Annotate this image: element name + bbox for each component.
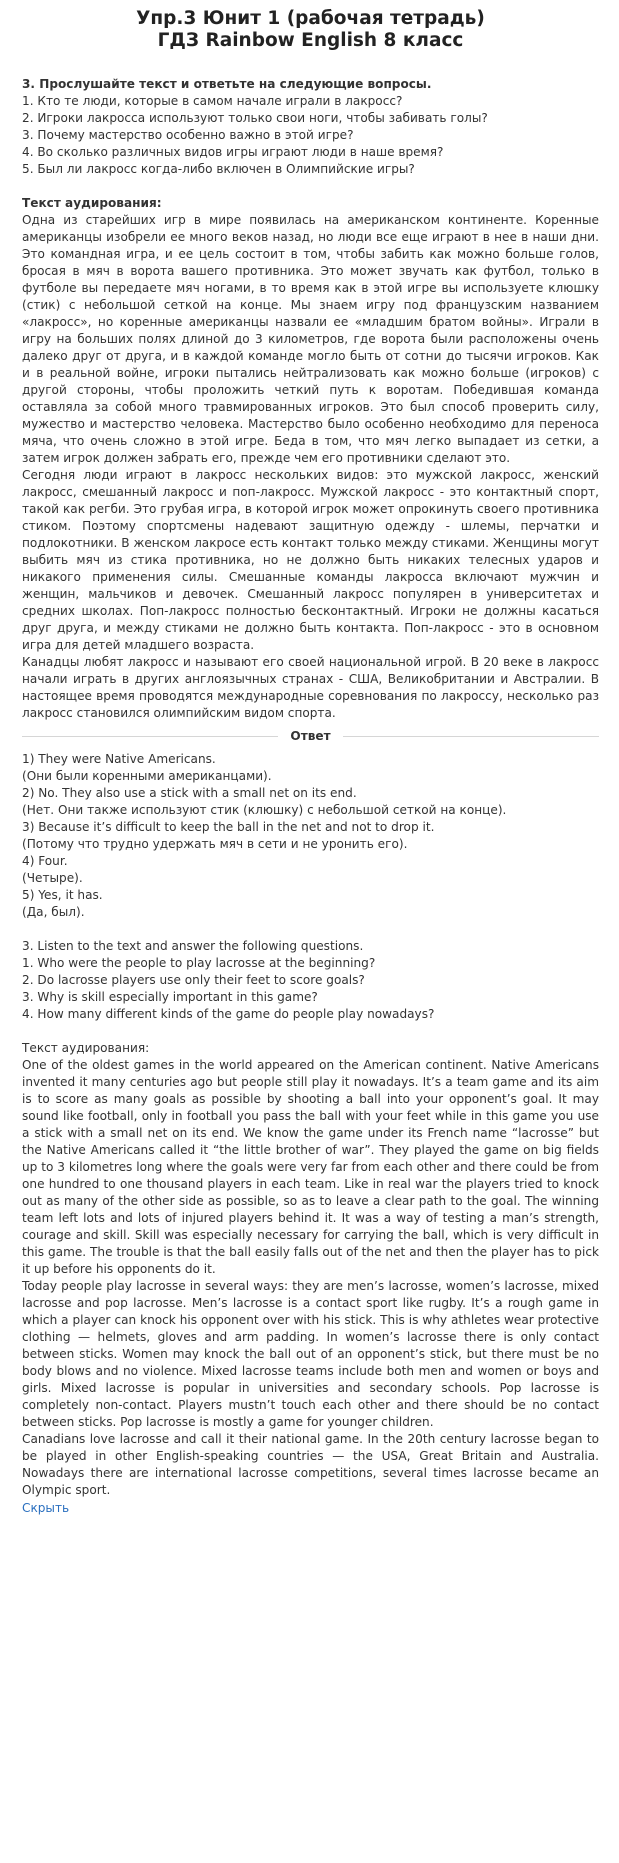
spacer — [22, 921, 599, 938]
answer-line: (Нет. Они также используют стик (клюшку) с небольшой сеткой на конце). — [22, 803, 507, 817]
answer-divider — [22, 728, 599, 745]
listening-en-paragraph: Canadians love lacrosse and call it their national game. In the 20th century lacrosse began to be played in other English-speaking countries — the USA, Great Britain and Australia. Nowadays there are international lacrosse competitions, several times lacrosse became an Olympic sport. — [22, 1432, 599, 1497]
task-heading-en: 3. Listen to the text and answer the following questions. — [22, 939, 364, 953]
answer-line: 2) No. They also use a stick with a small net on its end. — [22, 786, 357, 800]
page-title — [22, 8, 599, 52]
listening-heading-en: Текст аудирования: — [22, 1041, 150, 1055]
listening-en-paragraph: One of the oldest games in the world appeared on the American continent. Native Americans invented it many centuries ago but people still play it nowadays. It’s a team game and its aim is to score as many goals as possible by shooting a ball into your opponent’s goal. It may sound like football, only in football you pass the ball with your feet while in this game you use a stick with a small net on its end. We know the game under its French name “lacrosse” but the Native Americans called it “the little brother of war”. They played the game on big fields up to 3 kilometres long where the goals were very far from each other and there could be from one hundred to one thousand players in each team. Like in real war the players tried to knock out as many of the other side as possible, so as to leave a clear path to the goal. The winning team left lots and lots of injured players behind it. It was a way of testing a man’s strength, courage and skill. Skill was especially necessary for carrying the ball, which is very difficult in this game. The trouble is that the ball easily falls out of the net and then the player has to pick it up before his opponents do it. — [22, 1058, 599, 1276]
answer-label: Ответ — [290, 729, 331, 743]
page-title-line1: Упр.3 Юнит 1 (рабочая тетрадь) — [136, 8, 485, 29]
question-ru-item: 3. Почему мастерство особенно важно в этой игре? — [22, 128, 354, 142]
hide-answer-link[interactable]: Скрыть — [22, 1501, 70, 1515]
task-heading-ru: 3. Прослушайте текст и ответьте на следующие вопросы. — [22, 77, 432, 91]
question-en-item: 1. Who were the people to play lacrosse at the beginning? — [22, 956, 376, 970]
question-ru-item: 4. Во сколько различных видов игры играют люди в наше время? — [22, 145, 444, 159]
answer-line: 5) Yes, it has. — [22, 888, 103, 902]
page-title-line2: ГДЗ Rainbow English 8 класс — [157, 30, 464, 51]
spacer — [22, 1023, 599, 1040]
answer-line: (Они были коренными американцами). — [22, 769, 272, 783]
question-en-item: 2. Do lacrosse players use only their feet to score goals? — [22, 973, 365, 987]
listening-ru-paragraph: Одна из старейших игр в мире появилась на американском континенте. Коренные американцы изобрели ее много веков назад, но люди все еще играют в нее в наши дни. Это командная игра, и ее цель состоит в том, чтобы забить как можно больше голов, бросая в мяч в ворота вашего противника. Это может звучать как футбол, только в футболе вы передаете мяч ногами, в то время как в этой игре вы используете клюшку (стик) с небольшой сеткой на конце. Мы знаем игру под французским названием «лакросс», но коренные американцы назвали ее «младшим братом войны». Играли в игру на больших полях длиной до 3 километров, где ворота были расположены очень далеко друг от друга, и в каждой команде могло быть от сотни до тысячи игроков. Как и в реальной войне, игроки пытались нейтрализовать как можно больше (игроков) с другой стороны, чтобы проложить четкий путь к воротам. Победившая команда оставляла за собой много травмированных игроков. Это был способ проверить силу, мужество и мастерство человека. Мастерство было особенно необходимо для переноса мяча, что очень сложно в этой игре. Беда в том, что мяч легко выпадает из сетки, а затем игрок должен забрать его, прежде чем его противники сделают это. — [22, 213, 599, 465]
listening-ru-paragraph: Канадцы любят лакросс и называют его своей национальной игрой. В 20 веке в лакросс начали играть в других англоязычных странах - США, Великобритании и Австралии. В настоящее время проводятся международные соревнования по лакроссу, несколько раз лакросс становился олимпийским видом спорта. — [22, 655, 599, 720]
listening-en-paragraph: Today people play lacrosse in several ways: they are men’s lacrosse, women’s lacrosse, mixed lacrosse and pop lacrosse. Men’s lacrosse is a contact sport like rugby. It’s a rough game in which a player can knock his opponent over with his stick. This is why athletes wear protective clothing — helmets, gloves and arm padding. In women’s lacrosse there is only contact between sticks. Women may knock the ball out of an opponent’s stick, but there must be no body blows and no violence. Mixed lacrosse teams include both men and women or boys and girls. Mixed lacrosse is popular in universities and secondary schools. Pop lacrosse is completely non-contact. Players mustn’t touch each other and there should be no contact between sticks. Pop lacrosse is mostly a game for younger children. — [22, 1279, 599, 1429]
questions-en-list — [22, 955, 599, 1023]
answer-line: (Потому что трудно удержать мяч в сети и не уронить его). — [22, 837, 408, 851]
divider-line-left — [22, 736, 278, 737]
listening-ru-paragraph: Сегодня люди играют в лакросс нескольких видов: это мужской лакросс, женский лакросс, смешанный лакросс и поп-лакросс. Мужской лакросс - это контактный спорт, такой как регби. Это грубая игра, в которой игрок может опрокинуть своего противника стиком. Поэтому спортсмены надевают защитную одежду - шлемы, перчатки и подлокотники. В женском лакросе есть контакт только между стиками. Женщины могут выбить мяч из стика противника, но не должно быть никаких телесных ударов и никакого применения силы. Смешанные команды лакросса включают мужчин и женщин, мальчиков и девочек. Смешанный лакросс популярен в университетах и средних школах. Поп-лакросс полностью бесконтактный. Игроки не должны касаться друг друга, и между стиками не должно быть контакта. Поп-лакросс - это в основном игра для детей младшего возраста. — [22, 468, 599, 652]
divider-line-right — [343, 736, 599, 737]
answer-line: 4) Four. — [22, 854, 68, 868]
answer-line: 3) Because it’s difficult to keep the ball in the net and not to drop it. — [22, 820, 435, 834]
answer-line: (Да, был). — [22, 905, 85, 919]
answer-list — [22, 751, 599, 921]
question-ru-item: 1. Кто те люди, которые в самом начале играли в лакросс? — [22, 94, 403, 108]
question-ru-item: 2. Игроки лакросса используют только свои ноги, чтобы забивать голы? — [22, 111, 488, 125]
question-en-item: 3. Why is skill especially important in this game? — [22, 990, 318, 1004]
spacer — [22, 178, 599, 195]
question-ru-item: 5. Был ли лакросс когда-либо включен в Олимпийские игры? — [22, 162, 415, 176]
answer-line: (Четыре). — [22, 871, 83, 885]
questions-ru-list — [22, 93, 599, 178]
listening-heading-ru: Текст аудирования: — [22, 196, 162, 210]
answer-line: 1) They were Native Americans. — [22, 752, 216, 766]
question-en-item: 4. How many different kinds of the game do people play nowadays? — [22, 1007, 435, 1021]
